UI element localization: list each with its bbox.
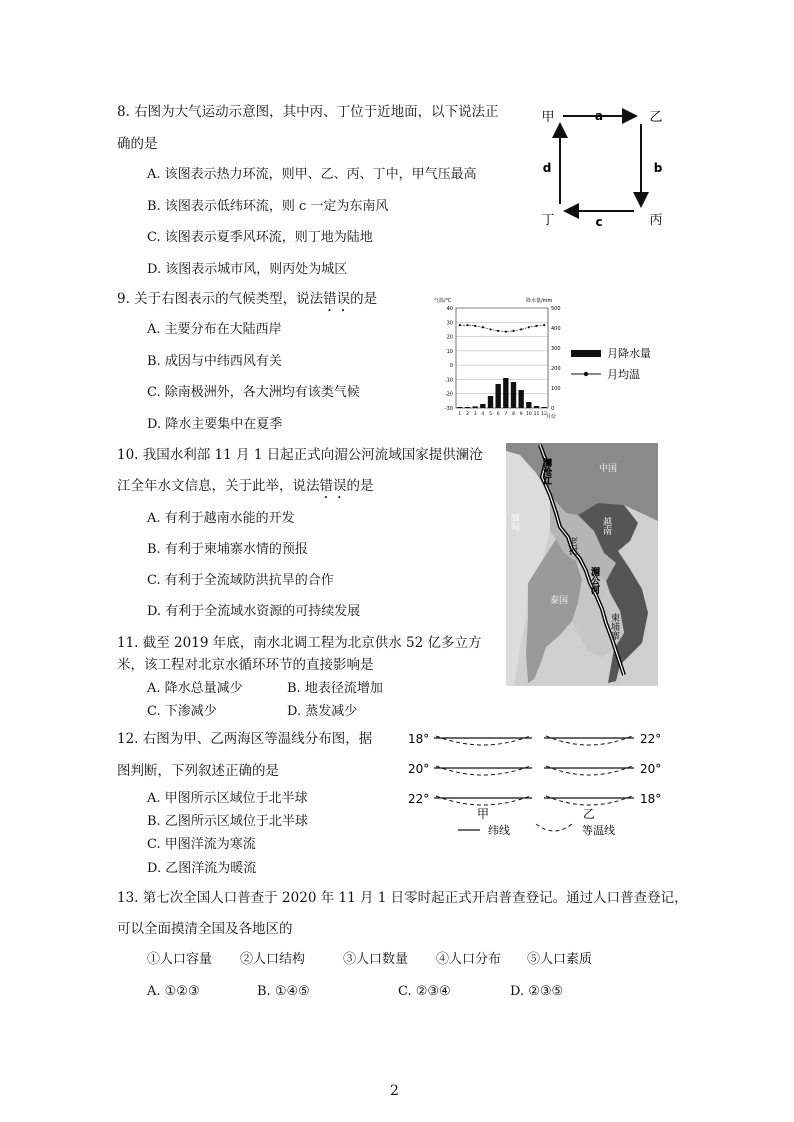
jia-isotherm-1 bbox=[436, 736, 530, 745]
precip-bar bbox=[488, 396, 493, 408]
yi-isotherm-3 bbox=[546, 796, 632, 805]
left-tick-label: -30 bbox=[444, 406, 453, 412]
yi-caption: 乙 bbox=[582, 807, 596, 821]
right-tick-label: 500 bbox=[551, 306, 561, 312]
label-cambodia: 柬埔寨 bbox=[609, 613, 619, 640]
q10-stem-pre: 江全年水文信息，关于此举，说法 bbox=[117, 478, 320, 494]
month-tick-label: 2 bbox=[466, 412, 469, 417]
month-tick-label: 10 bbox=[525, 412, 532, 417]
temperature-point bbox=[505, 330, 507, 332]
month-tick-label: 4 bbox=[481, 412, 485, 417]
q12-option-d: D. 乙图洋流为暖流 bbox=[147, 861, 257, 876]
q13-item-3: ③人口数量 bbox=[343, 952, 409, 967]
right-tick-label: 0 bbox=[551, 406, 555, 412]
q8-option-a: A. 该图表示热力环流，则甲、乙、丙、丁中，甲气压最高 bbox=[147, 167, 477, 182]
temperature-point bbox=[482, 326, 484, 328]
q12-option-b: B. 乙图所示区域位于北半球 bbox=[147, 814, 308, 829]
q13-option-d: D. ②③⑤ bbox=[510, 984, 564, 999]
temperature-line bbox=[460, 325, 544, 331]
q9-option-b: B. 成因与中纬西风有关 bbox=[147, 354, 282, 369]
q9-stem-pre: 9. 关于右图表示的气候类型，说法 bbox=[117, 291, 324, 307]
q9-option-a: A. 主要分布在大陆西岸 bbox=[147, 322, 282, 337]
q11-stem-line1: 11. 截至 2019 年底，南水北调工程为北京供水 52 亿多立方 bbox=[117, 635, 482, 651]
yi-label-20: 20° bbox=[640, 762, 662, 776]
mekong-map bbox=[506, 443, 658, 686]
left-tick-label: 30 bbox=[446, 320, 453, 327]
right-tick-label: 400 bbox=[551, 326, 561, 332]
diagram-yi: 乙 bbox=[649, 110, 663, 125]
temperature-point bbox=[528, 326, 530, 328]
q10-stem-line2 bbox=[117, 477, 374, 502]
temperature-point bbox=[512, 330, 514, 332]
precip-bar bbox=[526, 402, 531, 408]
left-tick-label: 10 bbox=[446, 348, 453, 355]
temperature-point bbox=[520, 328, 522, 330]
jia-label-22: 22° bbox=[408, 792, 430, 806]
diagram-ding: 丁 bbox=[541, 213, 555, 228]
precip-bar bbox=[503, 378, 508, 408]
q9-option-d: D. 降水主要集中在夏季 bbox=[147, 417, 283, 432]
legend-latitude: 纬线 bbox=[488, 824, 510, 837]
label-laos: 老挝 bbox=[567, 537, 577, 555]
precip-bar bbox=[511, 382, 516, 408]
precip-bar bbox=[534, 406, 539, 408]
q13-item-4: ④人口分布 bbox=[436, 952, 502, 967]
legend-temp: 月均温 bbox=[607, 368, 640, 381]
jia-isotherm-3 bbox=[436, 796, 530, 805]
yi-isotherm-2 bbox=[546, 766, 632, 775]
q8-option-c: C. 该图表示夏季风环流，则丁地为陆地 bbox=[147, 230, 373, 245]
jia-label-18: 18° bbox=[408, 732, 430, 746]
isotherm-diagram bbox=[404, 724, 676, 842]
label-lancang: 澜沧江 bbox=[541, 458, 551, 485]
label-b: b bbox=[653, 161, 663, 175]
q11-option-d: D. 蒸发减少 bbox=[287, 704, 358, 719]
q13-option-a: A. ①②③ bbox=[147, 984, 200, 999]
temperature-point bbox=[543, 324, 545, 326]
label-d: d bbox=[542, 161, 552, 175]
month-tick-label: 11 bbox=[533, 412, 540, 417]
temperature-point bbox=[459, 324, 461, 326]
q13-item-1: ①人口容量 bbox=[147, 952, 213, 967]
q13-stem-line1: 13. 第七次全国人口普查于 2020 年 11 月 1 日零时起正式开启普查登记。通过人口普查登记， bbox=[117, 890, 688, 906]
label-mekong: 湄公河 bbox=[589, 567, 599, 594]
jia-isotherm-2 bbox=[436, 766, 530, 775]
left-tick-label: -20 bbox=[444, 391, 453, 398]
legend-isotherm: 等温线 bbox=[582, 824, 615, 837]
legend-precip-swatch bbox=[571, 350, 601, 357]
q8-option-d: D. 该图表示城市风，则丙处为城区 bbox=[147, 262, 348, 277]
q13-item-5: ⑤人口素质 bbox=[527, 952, 593, 967]
q9-stem bbox=[117, 290, 377, 315]
diagram-jia: 甲 bbox=[541, 110, 555, 125]
month-tick-label: 1 bbox=[458, 412, 462, 417]
label-thailand: 泰国 bbox=[550, 596, 569, 606]
precip-bar bbox=[541, 407, 546, 408]
q13-option-b: B. ①④⑤ bbox=[257, 984, 310, 999]
month-tick-label: 6 bbox=[496, 412, 500, 417]
q8-option-b: B. 该图表示低纬环流，则 c 一定为东南风 bbox=[147, 199, 389, 214]
yi-label-18: 18° bbox=[640, 792, 662, 806]
right-tick-label: 100 bbox=[551, 386, 561, 392]
temperature-point bbox=[535, 325, 537, 327]
precip-bar bbox=[480, 404, 485, 408]
q9-stem-post: 的是 bbox=[350, 291, 378, 307]
precip-bar bbox=[495, 384, 500, 408]
q13-item-2: ②人口结构 bbox=[240, 952, 306, 967]
yi-isotherm-1 bbox=[546, 736, 632, 745]
q12-option-c: C. 甲图洋流为寒流 bbox=[147, 837, 256, 852]
month-tick-label: 3 bbox=[473, 412, 477, 417]
circulation-diagram bbox=[536, 100, 676, 230]
climate-chart bbox=[430, 294, 680, 420]
jia-label-20: 20° bbox=[408, 762, 430, 776]
label-china: 中国 bbox=[599, 464, 618, 474]
left-axis-title: 气温/℃ bbox=[434, 298, 452, 304]
month-tick-label: 8 bbox=[512, 412, 515, 417]
month-tick-label: 7 bbox=[504, 412, 508, 417]
legend-temp-dot bbox=[584, 372, 588, 376]
left-tick-label: 20 bbox=[446, 334, 453, 341]
right-tick-label: 200 bbox=[551, 366, 561, 372]
q10-option-d: D. 有利于全流域水资源的可持续发展 bbox=[147, 604, 361, 619]
q10-stem-line1: 10. 我国水利部 11 月 1 日起正式向湄公河流域国家提供澜沧 bbox=[117, 447, 483, 463]
precip-bar bbox=[518, 390, 523, 408]
label-vietnam: 越南 bbox=[601, 517, 611, 535]
left-tick-label: 0 bbox=[449, 363, 453, 370]
q11-option-a: A. 降水总量减少 bbox=[147, 681, 243, 696]
diagram-bing: 丙 bbox=[649, 213, 663, 228]
q8-stem-line2: 确的是 bbox=[117, 136, 158, 152]
label-myanmar: 缅甸 bbox=[509, 513, 519, 531]
label-c: c bbox=[595, 215, 603, 229]
q9-stem-emphasis: 错误 bbox=[323, 291, 351, 307]
right-axis-title: 降水量/mm bbox=[526, 298, 553, 304]
precip-bar bbox=[472, 406, 477, 408]
yi-label-22: 22° bbox=[640, 732, 662, 746]
q10-option-a: A. 有利于越南水能的开发 bbox=[147, 511, 295, 526]
q13-stem-line2: 可以全面摸清全国及各地区的 bbox=[117, 921, 293, 937]
left-tick-label: -10 bbox=[444, 377, 453, 384]
page-number: 2 bbox=[390, 1083, 399, 1099]
temperature-point bbox=[497, 330, 499, 332]
month-axis-label: 月份 bbox=[546, 414, 557, 420]
q12-stem-line2: 图判断，下列叙述正确的是 bbox=[117, 763, 279, 779]
month-tick-label: 5 bbox=[489, 412, 492, 417]
q11-option-b: B. 地表径流增加 bbox=[287, 681, 383, 696]
legend-precip: 月降水量 bbox=[607, 347, 651, 360]
left-tick-label: 40 bbox=[446, 306, 453, 312]
temperature-point bbox=[489, 328, 491, 330]
q8-stem-line1: 8. 右图为大气运动示意图，其中丙、丁位于近地面，以下说法正 bbox=[117, 104, 499, 120]
temperature-point bbox=[474, 325, 476, 327]
q12-stem-line1: 12. 右图为甲、乙两海区等温线分布图，据 bbox=[117, 731, 373, 747]
plot-frame bbox=[456, 308, 548, 408]
temperature-point bbox=[466, 324, 468, 326]
q10-option-c: C. 有利于全流域防洪抗旱的合作 bbox=[147, 573, 334, 588]
month-tick-label: 12 bbox=[541, 412, 548, 417]
jia-caption: 甲 bbox=[476, 807, 490, 821]
label-a: a bbox=[594, 109, 604, 123]
precip-bar bbox=[457, 407, 462, 408]
precip-bar bbox=[465, 407, 470, 408]
month-tick-label: 9 bbox=[519, 412, 523, 417]
right-tick-label: 300 bbox=[551, 346, 561, 352]
q10-stem-post: 的是 bbox=[346, 478, 374, 494]
q11-stem-line2: 米，该工程对北京水循环环节的直接影响是 bbox=[117, 657, 374, 673]
q9-option-c: C. 除南极洲外，各大洲均有该类气候 bbox=[147, 385, 360, 400]
q12-option-a: A. 甲图所示区域位于北半球 bbox=[147, 791, 308, 806]
q13-option-c: C. ②③④ bbox=[398, 984, 451, 999]
legend-isotherm-line bbox=[536, 824, 572, 831]
q10-stem-emphasis: 错误 bbox=[319, 478, 347, 494]
q11-option-c: C. 下渗减少 bbox=[147, 704, 217, 719]
q10-option-b: B. 有利于柬埔寨水情的预报 bbox=[147, 542, 308, 557]
